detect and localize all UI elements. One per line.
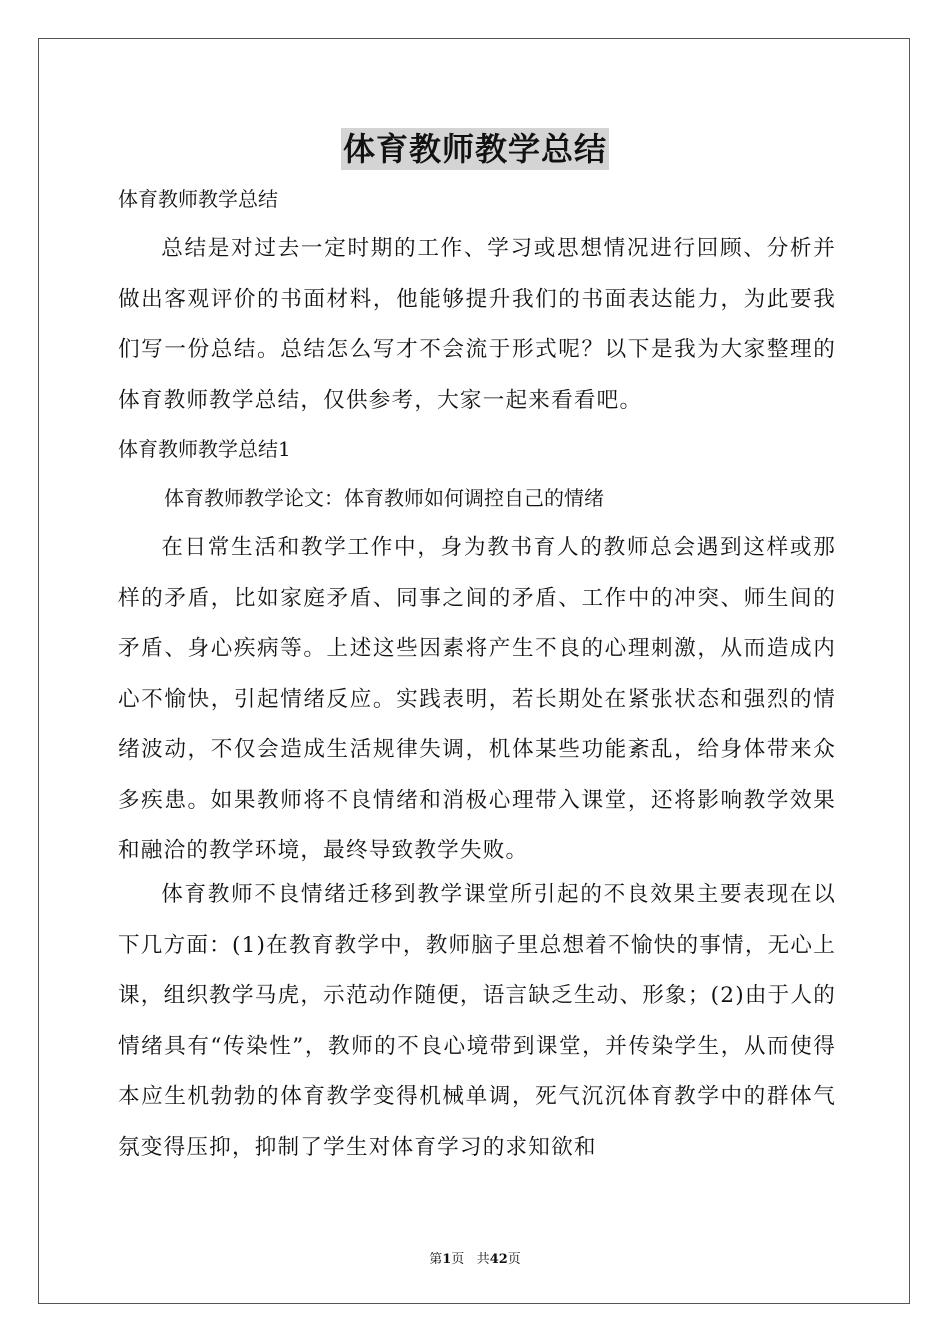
footer-page-suffix: 页 — [451, 1252, 465, 1267]
footer-total-pages: 42 — [489, 1252, 508, 1267]
body-block-2 — [118, 870, 836, 1173]
body-paragraph-2: 体育教师不良情绪迁移到教学课堂所引起的不良效果主要表现在以下几方面：(1)在教育教学中，教师脑子里总想着不愉快的事情，无心上课，组织教学马虎，示范动作随便，语言缺乏生动、形象；(2)由于人的情绪具有“传染性”，教师的不良心境带到课堂，并传染学生，从而使得本应生机勃勃的体育教学变得机械单调，死气沉沉体育教学中的群体气氛变得压抑，抑制了学生对体育学习的求知欲和 — [118, 882, 837, 1160]
footer-prefix: 第 — [429, 1252, 443, 1267]
footer-page-number: 1 — [442, 1252, 452, 1267]
section-heading-1: 体育教师教学总结1 — [118, 437, 291, 461]
intro-block — [118, 224, 836, 426]
section-heading: 体育教师教学总结 — [118, 187, 278, 211]
footer-total-suffix: 页 — [507, 1252, 521, 1267]
article-subtitle: 体育教师教学论文：体育教师如何调控自己的情绪 — [164, 486, 604, 510]
document-title: 体育教师教学总结 — [342, 130, 607, 168]
footer-total-prefix: 共 — [476, 1252, 490, 1267]
body-paragraph-1: 在日常生活和教学工作中，身为教书育人的教师总会遇到这样或那样的矛盾，比如家庭矛盾、同事之间的矛盾、工作中的冲突、师生间的矛盾、身心疾病等。上述这些因素将产生不良的心理刺激，从而造成内心不愉快，引起情绪反应。实践表明，若长期处在紧张状态和强烈的情绪波动，不仅会造成生活规律失调，机体某些功能紊乱，给身体带来众多疾患。如果教师将不良情绪和消极心理带入课堂，还将影响教学效果和融洽的教学环境，最终导致教学失败。 — [118, 535, 836, 863]
title-container — [0, 128, 950, 170]
intro-paragraph: 总结是对过去一定时期的工作、学习或思想情况进行回顾、分析并做出客观评价的书面材料，他能够提升我们的书面表达能力，为此要我们写一份总结。总结怎么写才不会流于形式呢？以下是我为大家整理的体育教师教学总结，仅供参考，大家一起来看看吧。 — [118, 236, 836, 413]
body-block-1 — [118, 523, 836, 877]
page-footer — [0, 1248, 950, 1267]
